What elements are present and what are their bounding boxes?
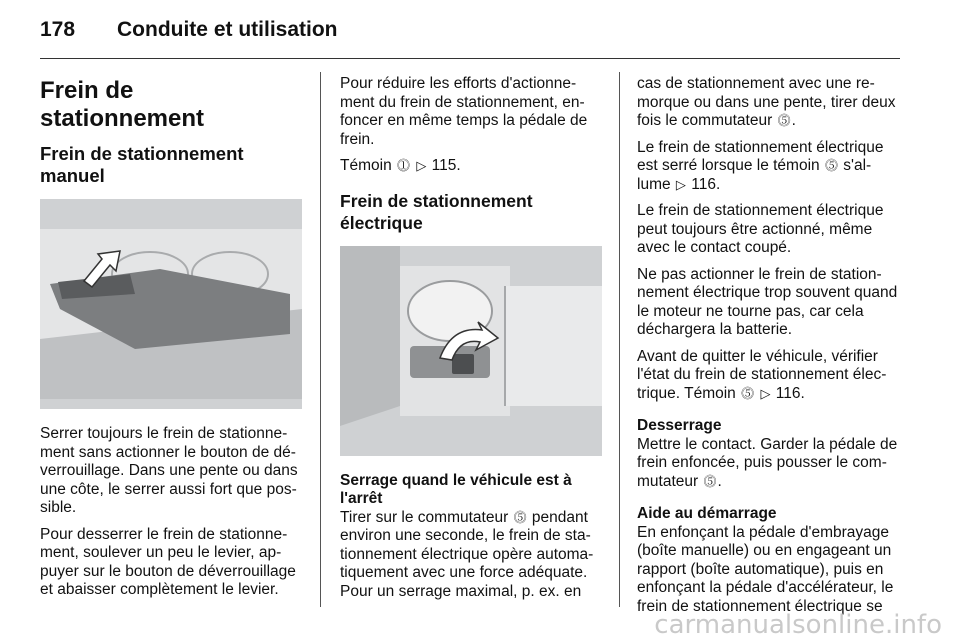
- subheading: Aide au démarrage: [637, 505, 777, 522]
- parking-brake-indicator-icon: ⓹: [824, 158, 838, 173]
- page-number: 178: [40, 18, 76, 41]
- page-header: [40, 18, 900, 58]
- paragraph: Serrer toujours le frein de stationne-ment sans actionner le bouton de dé-verrouillage. Dans une pente ou dans une côte, le serrer aussi fort que pos-sible.: [40, 425, 298, 516]
- parking-brake-switch-icon: ⓹: [777, 113, 791, 128]
- paragraph: [637, 348, 901, 404]
- column-divider: [320, 72, 321, 607]
- text: cas de stationnement avec une re-morque ou dans une pente, tirer deux fois le commutateur: [637, 75, 896, 129]
- text: s'al-lume: [637, 157, 872, 193]
- column-divider: [619, 72, 620, 607]
- paragraph: [637, 139, 901, 195]
- parking-brake-indicator-icon: ⓹: [741, 385, 755, 401]
- column-2: [340, 75, 604, 609]
- paragraph: [340, 157, 604, 176]
- subsection-title: Frein de stationnement manuel: [40, 143, 244, 186]
- header-rule: [40, 58, 900, 59]
- text: .: [791, 112, 796, 129]
- brake-warning-icon: ⓵: [397, 158, 411, 173]
- arrow-icon: ▷: [416, 158, 427, 173]
- parking-brake-switch-icon: ⓹: [703, 473, 717, 489]
- text: Tirer sur le commutateur: [340, 508, 509, 526]
- arrow-icon: ▷: [760, 385, 771, 401]
- page-reference: 115.: [431, 157, 461, 174]
- text: Mettre le contact. Garder la pédale de frein enfoncée, puis pousser le com-mutateur: [637, 435, 898, 490]
- arrow-icon: ▷: [675, 176, 686, 192]
- electric-parking-brake-image: [340, 246, 602, 456]
- paragraph: Pour desserrer le frein de stationne-ment, soulever un peu le levier, ap-puyer sur le bouton de déverrouillage et abaisser complètement le levier.: [40, 525, 296, 598]
- text: pendant environ une seconde, le frein de sta-tionnement électrique opère automa-tiquement avec une force adéquate. Pour un serrage maximal, p. ex. en: [340, 508, 594, 600]
- page-reference: 116.: [775, 384, 805, 402]
- paragraph: Ne pas actionner le frein de station-nement électrique trop souvent quand le moteur ne tourne pas, car cela déchargera la batterie.: [637, 265, 898, 338]
- column-3: [637, 75, 901, 624]
- text: Le frein de stationnement électrique est serré lorsque le témoin: [637, 138, 884, 174]
- paragraph: Pour réduire les efforts d'actionne-ment du frein de stationnement, en-foncer en même temps la pédale de frein.: [340, 75, 588, 148]
- parking-brake-switch-icon: ⓹: [513, 509, 527, 525]
- paragraph: [340, 509, 604, 602]
- paragraph: [637, 75, 901, 131]
- manual-parking-brake-image: [40, 199, 302, 409]
- column-1: [40, 75, 304, 608]
- chapter-title: Conduite et utilisation: [117, 18, 338, 41]
- subheading: Desserrage: [637, 417, 722, 434]
- paragraph: En enfonçant la pédale d'embrayage (boîte manuelle) ou en engageant un rapport (boîte automatique), puis en enfonçant la pédale d'accélérateur, le frein de stationnement électrique se: [637, 523, 894, 615]
- text: .: [717, 472, 722, 490]
- section-title: Frein de stationnement: [40, 77, 205, 132]
- text: Avant de quitter le véhicule, vérifier l'état du frein de stationnement élec-trique. Témoin: [637, 347, 887, 402]
- paragraph: Le frein de stationnement électrique peut toujours être actionné, même avec le contact coupé.: [637, 202, 884, 256]
- watermark: carmanualsonline.info: [654, 610, 942, 640]
- subsection-title: Frein de stationnement électrique: [340, 190, 533, 233]
- paragraph: [637, 436, 901, 492]
- subheading: Serrage quand le véhicule est à l'arrêt: [340, 471, 572, 507]
- text: Témoin: [340, 157, 392, 174]
- page-reference: 116.: [691, 175, 721, 193]
